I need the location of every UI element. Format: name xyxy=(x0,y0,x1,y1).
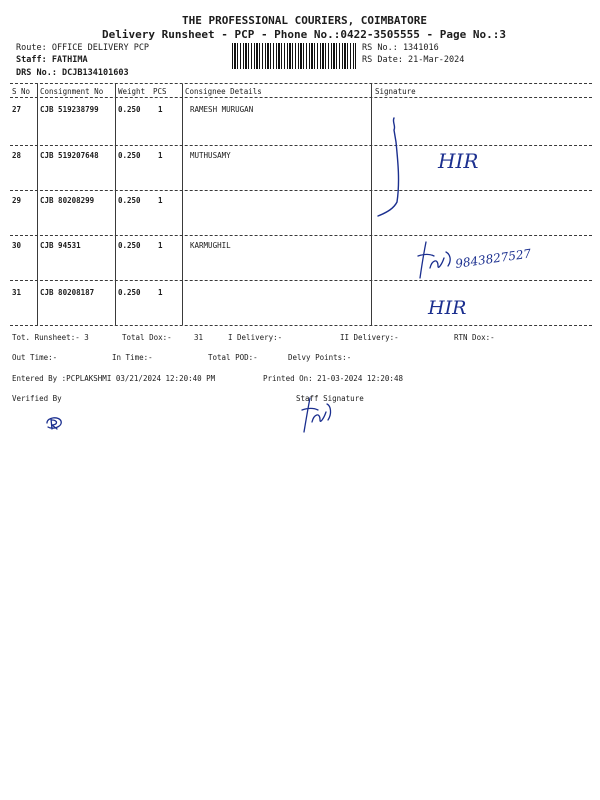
row-pcs: 1 xyxy=(158,241,163,250)
out-time-label: Out Time:- xyxy=(12,353,58,362)
svg-text:9843827527: 9843827527 xyxy=(454,246,533,271)
table-bottom-rule xyxy=(10,325,592,326)
handwritten-initials-row28 xyxy=(436,146,506,176)
total-dox-label: Total Dox:- xyxy=(122,333,172,342)
column-divider xyxy=(115,84,116,325)
col-header-signature: Signature xyxy=(375,87,416,96)
verifier-initial-mark xyxy=(42,412,68,434)
column-divider xyxy=(37,84,38,325)
total-pod-label: Total POD:- xyxy=(208,353,258,362)
ii-delivery-label: II Delivery:- xyxy=(340,333,399,342)
in-time-label: In Time:- xyxy=(112,353,153,362)
row-pcs: 1 xyxy=(158,151,163,160)
row-consignee: MUTHUSAMY xyxy=(190,151,231,160)
col-header-weight: Weight xyxy=(118,87,146,96)
row-rule xyxy=(10,190,592,191)
handwritten-initials-row31 xyxy=(426,292,486,320)
col-header-sno: S No xyxy=(12,87,31,96)
row-consignee: KARMUGHIL xyxy=(190,241,231,250)
row-pcs: 1 xyxy=(158,105,163,114)
row-consignment: CJB 94531 xyxy=(40,241,81,250)
row-rule xyxy=(10,235,592,236)
company-title: THE PROFESSIONAL COURIERS, COIMBATORE xyxy=(182,14,428,27)
staff-signature-scribble xyxy=(294,392,338,436)
col-header-consignment: Consignment No xyxy=(40,87,104,96)
row-pcs: 1 xyxy=(158,288,163,297)
handwritten-phone-row30 xyxy=(452,240,582,280)
row-weight: 0.250 xyxy=(118,288,141,297)
drs-number: DRS No.: DCJB134101603 xyxy=(16,68,129,78)
row-weight: 0.250 xyxy=(118,196,141,205)
rs-number: RS No.: 1341016 xyxy=(362,43,439,53)
route-label: Route: OFFICE DELIVERY PCP xyxy=(16,43,150,53)
entered-by: Entered By :PCPLAKSHMI 03/21/2024 12:20:40 PM xyxy=(12,374,216,383)
row-consignment: CJB 80208299 xyxy=(40,196,95,205)
row-sno: 29 xyxy=(12,196,22,205)
printed-on: Printed On: 21-03-2024 12:20:48 xyxy=(263,374,403,383)
row-rule xyxy=(10,280,592,281)
i-delivery-label: I Delivery:- xyxy=(228,333,283,342)
row-weight: 0.250 xyxy=(118,151,141,160)
barcode-image xyxy=(232,43,356,69)
col-header-pcs: PCS xyxy=(153,87,167,96)
total-dox-value: 31 xyxy=(194,333,204,342)
row-consignee: RAMESH MURUGAN xyxy=(190,105,254,114)
verified-by-label: Verified By xyxy=(12,394,62,403)
row-weight: 0.250 xyxy=(118,105,141,114)
delivery-bracket-mark xyxy=(372,112,412,222)
svg-text:HIR: HIR xyxy=(428,297,467,319)
row-sno: 31 xyxy=(12,288,22,297)
staff-label: Staff: FATHIMA xyxy=(16,55,88,65)
rs-date: RS Date: 21-Mar-2024 xyxy=(362,55,465,65)
row-consignment: CJB 519207648 xyxy=(40,151,99,160)
delivery-points-label: Delvy Points:- xyxy=(288,353,352,362)
total-runsheet: Tot. Runsheet:- 3 xyxy=(12,333,89,342)
row-sno: 27 xyxy=(12,105,22,114)
runsheet-subtitle: Delivery Runsheet - PCP - Phone No.:0422-3505555 - Page No.:3 xyxy=(102,28,506,41)
row-consignment: CJB 519238799 xyxy=(40,105,99,114)
table-top-rule xyxy=(10,83,592,84)
row-consignment: CJB 80208187 xyxy=(40,288,95,297)
row-sno: 30 xyxy=(12,241,22,250)
row-weight: 0.250 xyxy=(118,241,141,250)
row-pcs: 1 xyxy=(158,196,163,205)
rtn-dox-label: RTN Dox:- xyxy=(454,333,495,342)
column-divider xyxy=(182,84,183,325)
staff-signature-label: Staff Signature xyxy=(296,394,364,403)
svg-text:HIR: HIR xyxy=(438,149,479,173)
col-header-consignee: Consignee Details xyxy=(185,87,262,96)
table-header-rule xyxy=(10,97,592,98)
row-sno: 28 xyxy=(12,151,22,160)
